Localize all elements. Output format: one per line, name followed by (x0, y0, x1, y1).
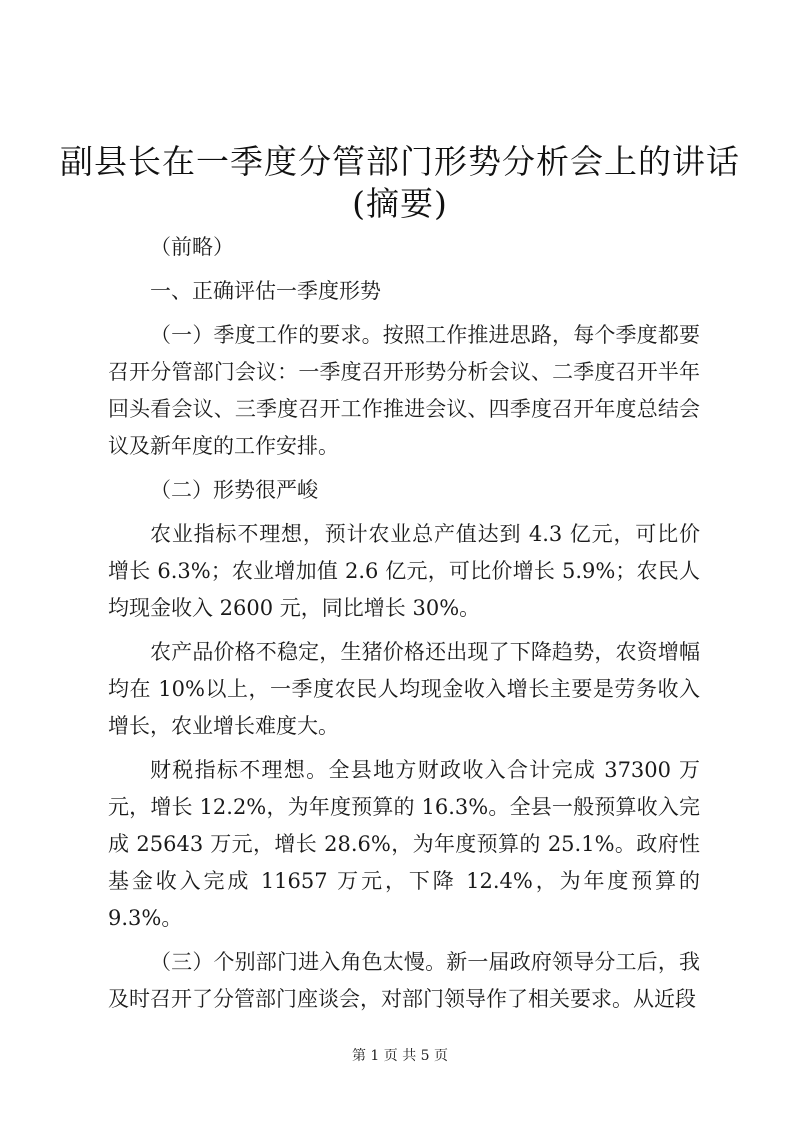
paragraph-fiscal-indicators: 财税指标不理想。全县地方财政收入合计完成 37300 万元，增长 12.2%，为年度预算的 16.3%。全县一般预算收入完成 25643 万元，增长 28.6%，为年度预算的 25.1%。政府性基金收入完成 11657 万元，下降 12.4%，为年度预算的 9.3%。 (108, 758, 700, 930)
paragraph-agriculture-prices: 农产品价格不稳定，生猪价格还出现了下降趋势，农资增幅均在 10%以上，一季度农民人均现金收入增长主要是劳务收入增长，农业增长难度大。 (108, 640, 700, 738)
subsection-heading-situation: （二）形势很严峻 (150, 478, 318, 502)
page-footer: 第 1 页 共 5 页 (351, 1048, 449, 1064)
section-heading-1: 一、正确评估一季度形势 (150, 279, 381, 303)
paragraph-departments-slow: （三）个别部门进入角色太慢。新一届政府领导分工后，我及时召开了分管部门座谈会，对部门领导作了相关要求。从近段 (108, 950, 700, 1011)
document-subtitle: (摘要) (352, 184, 448, 223)
paragraph-preamble: （前略） (150, 235, 234, 259)
document-body (108, 229, 700, 1018)
paragraph-agriculture-indicators: 农业指标不理想，预计农业总产值达到 4.3 亿元，可比价增长 6.3%；农业增加值 2.6 亿元，可比价增长 5.9%；农民人均现金收入 2600 元，同比增长 30%。 (108, 522, 700, 620)
paragraph-quarter-requirements: （一）季度工作的要求。按照工作推进思路，每个季度都要召开分管部门会议：一季度召开形势分析会议、二季度召开半年回头看会议、三季度召开工作推进会议、四季度召开年度总结会议及新年度的工作安排。 (108, 323, 700, 458)
document-title: 副县长在一季度分管部门形势分析会上的讲话 (60, 142, 740, 181)
